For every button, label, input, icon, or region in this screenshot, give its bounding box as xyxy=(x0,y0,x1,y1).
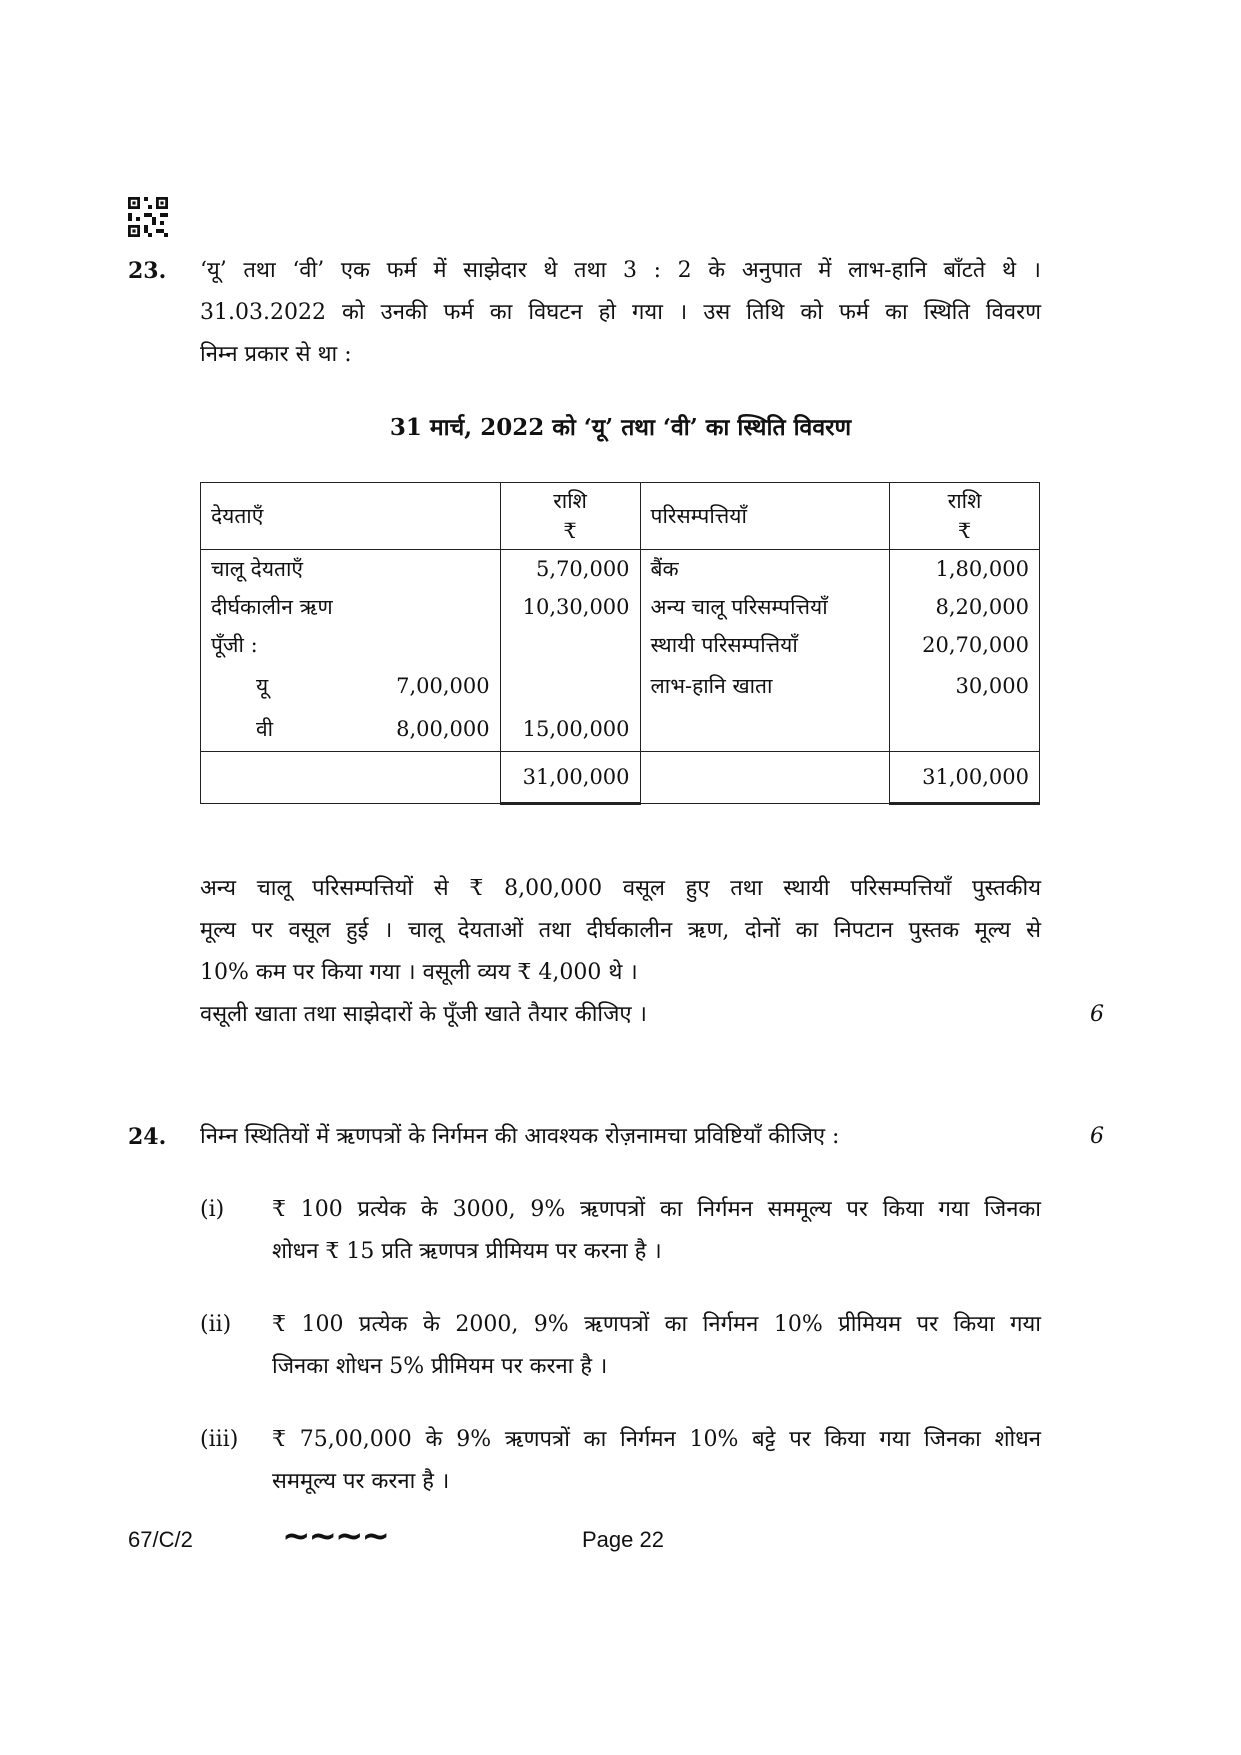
partner-name: वी xyxy=(201,708,353,752)
liability-amount xyxy=(500,664,640,708)
table-row xyxy=(201,708,1040,752)
liability-amount: 10,30,000 xyxy=(500,588,640,626)
page-number: Page 22 xyxy=(582,1527,664,1552)
q24-item-line-1: ₹ 100 प्रत्येक के 3000, 9% ऋणपत्रों का निर्गमन सममूल्य पर किया गया जिनका xyxy=(272,1197,1041,1222)
qr-code-icon xyxy=(128,197,168,237)
question-number-23: 23. xyxy=(128,258,167,284)
asset-label: बैंक xyxy=(640,550,890,588)
asset-amount: 8,20,000 xyxy=(890,588,1040,626)
q23-after-line-3: 10% कम पर किया गया । वसूली व्यय ₹ 4,000 थे । xyxy=(200,960,638,985)
asset-amount: 1,80,000 xyxy=(890,550,1040,588)
liability-amount: 15,00,000 xyxy=(500,708,640,752)
q23-line-2: 31.03.2022 को उनकी फर्म का विघटन हो गया । उस तिथि को फर्म का स्थिति विवरण xyxy=(200,300,1041,325)
balance-sheet-table xyxy=(200,482,1040,805)
table-row xyxy=(201,664,1040,708)
asset-label: अन्य चालू परिसम्पत्तियाँ xyxy=(640,588,890,626)
partner-name: यू xyxy=(201,664,353,708)
partner-capital: 8,00,000 xyxy=(352,708,500,752)
table-row xyxy=(201,626,1040,664)
liabilities-amount-header xyxy=(500,483,640,550)
q24-item-label: (iii) xyxy=(200,1427,239,1452)
q24-item-line-2: शोधन ₹ 15 प्रति ऋणपत्र प्रीमियम पर करना है । xyxy=(272,1239,662,1264)
liabilities-total: 31,00,000 xyxy=(500,752,640,804)
liability-amount xyxy=(500,626,640,664)
assets-header: परिसम्पत्तियाँ xyxy=(640,483,890,550)
q23-after-line-2: मूल्य पर वसूल हुई । चालू देयताओं तथा दीर्घकालीन ऋण, दोनों का निपटान पुस्तक मूल्य से xyxy=(200,918,1041,943)
partner-capital: 7,00,000 xyxy=(396,673,490,698)
q24-item-line-2: जिनका शोधन 5% प्रीमियम पर करना है । xyxy=(272,1354,608,1379)
q24-item-line-1: ₹ 75,00,000 के 9% ऋणपत्रों का निर्गमन 10% बट्टे पर किया गया जिनका शोधन xyxy=(272,1427,1041,1452)
assets-total: 31,00,000 xyxy=(890,752,1040,804)
paper-code: 67/C/2 xyxy=(128,1527,193,1552)
q23-after-line-1: अन्य चालू परिसम्पत्तियों से ₹ 8,00,000 वसूल हुए तथा स्थायी परिसम्पत्तियाँ पुस्तकीय xyxy=(200,876,1041,901)
asset-label: स्थायी परिसम्पत्तियाँ xyxy=(640,626,890,664)
q23-instruction: वसूली खाता तथा साझेदारों के पूँजी खाते तैयार कीजिए । xyxy=(200,1002,647,1027)
question-number-24: 24. xyxy=(128,1124,167,1150)
q24-marks: 6 xyxy=(1090,1124,1104,1149)
asset-label xyxy=(640,708,890,752)
table-total-row xyxy=(201,752,1040,804)
balance-sheet-title: 31 मार्च, 2022 को ‘यू’ तथा ‘वी’ का स्थिति विवरण xyxy=(389,414,852,441)
liability-amount: 5,70,000 xyxy=(500,550,640,588)
q24-item-line-2: सममूल्य पर करना है । xyxy=(272,1469,450,1494)
currency-symbol: ₹ xyxy=(563,519,577,543)
q23-line-3: निम्न प्रकार से था : xyxy=(200,342,352,367)
q23-line-1: ‘यू’ तथा ‘वी’ एक फर्म में साझेदार थे तथा 3 : 2 के अनुपात में लाभ-हानि बाँटते थे । xyxy=(200,258,1041,283)
q24-item-line-1: ₹ 100 प्रत्येक के 2000, 9% ऋणपत्रों का निर्गमन 10% प्रीमियम पर किया गया xyxy=(272,1312,1041,1337)
q24-intro: निम्न स्थितियों में ऋणपत्रों के निर्गमन की आवश्यक रोज़नामचा प्रविष्टियाँ कीजिए : xyxy=(200,1124,840,1149)
asset-amount xyxy=(890,708,1040,752)
liability-label: पूँजी : xyxy=(201,626,501,664)
asset-label: लाभ-हानि खाता xyxy=(640,664,890,708)
liabilities-header: देयताएँ xyxy=(201,483,501,550)
currency-symbol: ₹ xyxy=(957,519,972,543)
q24-item-label: (i) xyxy=(200,1197,225,1222)
empty-cell xyxy=(640,752,890,804)
q24-item-label: (ii) xyxy=(200,1312,232,1337)
liability-label: चालू देयताएँ xyxy=(201,550,501,588)
amount-header-label: राशि xyxy=(553,489,587,513)
table-row xyxy=(201,550,1040,588)
asset-amount: 20,70,000 xyxy=(890,626,1040,664)
liability-label: दीर्घकालीन ऋण xyxy=(201,588,501,626)
asset-amount: 30,000 xyxy=(890,664,1040,708)
q23-marks: 6 xyxy=(1090,1002,1104,1027)
table-header-row xyxy=(201,483,1040,550)
footer-ornament: ~~~~ xyxy=(282,1516,388,1556)
table-row xyxy=(201,588,1040,626)
amount-header-label: राशि xyxy=(947,489,982,513)
assets-amount-header xyxy=(890,483,1040,550)
empty-cell xyxy=(201,752,501,804)
